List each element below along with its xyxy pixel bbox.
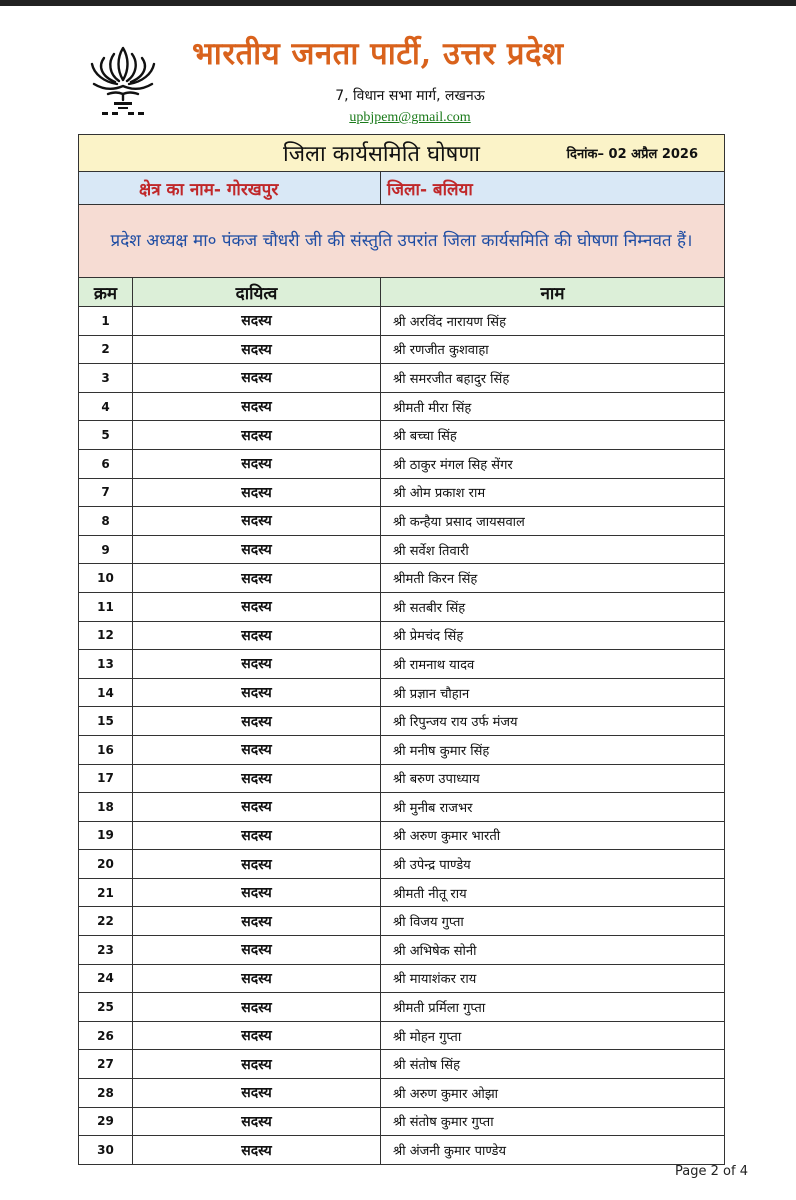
- serial-cell: 6: [79, 449, 133, 478]
- serial-cell: 20: [79, 850, 133, 879]
- serial-cell: 30: [79, 1136, 133, 1165]
- table-row: [79, 621, 725, 650]
- member-name-cell: श्रीमती किरन सिंह: [381, 564, 725, 593]
- table-row: [79, 507, 725, 536]
- serial-cell: 1: [79, 307, 133, 336]
- role-cell: सदस्य: [133, 564, 381, 593]
- serial-cell: 17: [79, 764, 133, 793]
- member-name-cell: श्री अरुण कुमार भारती: [381, 821, 725, 850]
- serial-cell: 22: [79, 907, 133, 936]
- table-row: [79, 793, 725, 822]
- role-cell: सदस्य: [133, 878, 381, 907]
- serial-cell: 3: [79, 364, 133, 393]
- notice-title: जिला कार्यसमिति घोषणा: [283, 142, 480, 167]
- table-row: [79, 478, 725, 507]
- role-cell: सदस्य: [133, 907, 381, 936]
- table-row: [79, 907, 725, 936]
- serial-cell: 7: [79, 478, 133, 507]
- table-row: [79, 1136, 725, 1165]
- serial-cell: 25: [79, 993, 133, 1022]
- member-name-cell: श्री समरजीत बहादुर सिंह: [381, 364, 725, 393]
- table-row: [79, 421, 725, 450]
- role-cell: सदस्य: [133, 764, 381, 793]
- member-name-cell: श्री विजय गुप्ता: [381, 907, 725, 936]
- table-row: [79, 335, 725, 364]
- table-row: [79, 678, 725, 707]
- member-name-cell: श्री मुनीब राजभर: [381, 793, 725, 822]
- table-row: [79, 307, 725, 336]
- notice-date: दिनांक– 02 अप्रैल 2026: [566, 147, 699, 162]
- serial-cell: 2: [79, 335, 133, 364]
- role-cell: सदस्य: [133, 936, 381, 965]
- statement-row: [79, 205, 725, 278]
- member-name-cell: श्रीमती नीतू राय: [381, 878, 725, 907]
- serial-cell: 8: [79, 507, 133, 536]
- member-name-cell: श्री अंजनी कुमार पाण्डेय: [381, 1136, 725, 1165]
- table-row: [79, 364, 725, 393]
- member-name-cell: श्री मोहन गुप्ता: [381, 1021, 725, 1050]
- committee-table: [78, 134, 725, 1165]
- member-name-cell: श्री संतोष कुमार गुप्ता: [381, 1107, 725, 1136]
- member-name-cell: श्री अरविंद नारायण सिंह: [381, 307, 725, 336]
- header-role: दायित्व: [133, 278, 381, 307]
- role-cell: सदस्य: [133, 1021, 381, 1050]
- lotus-logo-icon: [84, 40, 162, 118]
- table-row: [79, 650, 725, 679]
- serial-cell: 26: [79, 1021, 133, 1050]
- member-name-cell: श्री बच्चा सिंह: [381, 421, 725, 450]
- role-cell: सदस्य: [133, 993, 381, 1022]
- area-row: [79, 172, 725, 205]
- table-row: [79, 735, 725, 764]
- role-cell: सदस्य: [133, 850, 381, 879]
- serial-cell: 29: [79, 1107, 133, 1136]
- role-cell: सदस्य: [133, 1136, 381, 1165]
- district-name: जिला- बलिया: [381, 172, 725, 205]
- table-row: [79, 535, 725, 564]
- table-row: [79, 592, 725, 621]
- serial-cell: 23: [79, 936, 133, 965]
- member-name-cell: श्री प्रेमचंद सिंह: [381, 621, 725, 650]
- member-name-cell: श्री रामनाथ यादव: [381, 650, 725, 679]
- header-serial: क्रम: [79, 278, 133, 307]
- role-cell: सदस्य: [133, 307, 381, 336]
- header-name: नाम: [381, 278, 725, 307]
- member-name-cell: श्री ओम प्रकाश राम: [381, 478, 725, 507]
- table-row: [79, 936, 725, 965]
- role-cell: सदस्य: [133, 707, 381, 736]
- party-name-heading: भारतीय जनता पार्टी, उत्तर प्रदेश: [192, 36, 564, 72]
- table-row: [79, 878, 725, 907]
- member-name-cell: श्रीमती मीरा सिंह: [381, 392, 725, 421]
- area-name: क्षेत्र का नाम- गोरखपुर: [79, 172, 381, 205]
- table-row: [79, 707, 725, 736]
- role-cell: सदस्य: [133, 392, 381, 421]
- member-name-cell: श्री अभिषेक सोनी: [381, 936, 725, 965]
- role-cell: सदस्य: [133, 507, 381, 536]
- email-link[interactable]: upbjpem@gmail.com: [349, 110, 471, 125]
- role-cell: सदस्य: [133, 678, 381, 707]
- table-header-row: [79, 278, 725, 307]
- serial-cell: 14: [79, 678, 133, 707]
- role-cell: सदस्य: [133, 621, 381, 650]
- table-row: [79, 764, 725, 793]
- member-name-cell: श्री मायाशंकर राय: [381, 964, 725, 993]
- table-row: [79, 1021, 725, 1050]
- serial-cell: 9: [79, 535, 133, 564]
- serial-cell: 13: [79, 650, 133, 679]
- table-row: [79, 1050, 725, 1079]
- title-row: [79, 135, 725, 172]
- serial-cell: 24: [79, 964, 133, 993]
- serial-cell: 15: [79, 707, 133, 736]
- table-row: [79, 1079, 725, 1108]
- statement-text: प्रदेश अध्यक्ष मा० पंकज चौधरी जी की संस्तुति उपरांत जिला कार्यसमिति की घोषणा निम्नवत हैं।: [79, 205, 725, 278]
- page-number: Page 2 of 4: [675, 1164, 748, 1179]
- table-row: [79, 964, 725, 993]
- member-name-cell: श्री मनीष कुमार सिंह: [381, 735, 725, 764]
- member-name-cell: श्री प्रज्ञान चौहान: [381, 678, 725, 707]
- member-name-cell: श्री उपेन्द्र पाण्डेय: [381, 850, 725, 879]
- serial-cell: 28: [79, 1079, 133, 1108]
- table-row: [79, 449, 725, 478]
- role-cell: सदस्य: [133, 592, 381, 621]
- member-name-cell: श्रीमती प्रर्मिला गुप्ता: [381, 993, 725, 1022]
- role-cell: सदस्य: [133, 1050, 381, 1079]
- office-address: 7, विधान सभा मार्ग, लखनऊ: [335, 88, 485, 104]
- role-cell: सदस्य: [133, 793, 381, 822]
- table-row: [79, 564, 725, 593]
- member-name-cell: श्री सतबीर सिंह: [381, 592, 725, 621]
- role-cell: सदस्य: [133, 364, 381, 393]
- role-cell: सदस्य: [133, 449, 381, 478]
- member-name-cell: श्री कन्हैया प्रसाद जायसवाल: [381, 507, 725, 536]
- role-cell: सदस्य: [133, 335, 381, 364]
- serial-cell: 18: [79, 793, 133, 822]
- member-name-cell: श्री रणजीत कुशवाहा: [381, 335, 725, 364]
- role-cell: सदस्य: [133, 478, 381, 507]
- member-name-cell: श्री बरुण उपाध्याय: [381, 764, 725, 793]
- serial-cell: 5: [79, 421, 133, 450]
- top-edge-bar: [0, 0, 796, 6]
- table-row: [79, 850, 725, 879]
- role-cell: सदस्य: [133, 821, 381, 850]
- serial-cell: 12: [79, 621, 133, 650]
- serial-cell: 27: [79, 1050, 133, 1079]
- role-cell: सदस्य: [133, 1079, 381, 1108]
- serial-cell: 21: [79, 878, 133, 907]
- role-cell: सदस्य: [133, 964, 381, 993]
- member-name-cell: श्री ठाकुर मंगल सिह सेंगर: [381, 449, 725, 478]
- table-row: [79, 821, 725, 850]
- member-name-cell: श्री रिपुन्जय राय उर्फ मंजय: [381, 707, 725, 736]
- member-name-cell: श्री सर्वेश तिवारी: [381, 535, 725, 564]
- table-row: [79, 993, 725, 1022]
- role-cell: सदस्य: [133, 535, 381, 564]
- role-cell: सदस्य: [133, 735, 381, 764]
- table-row: [79, 392, 725, 421]
- role-cell: सदस्य: [133, 650, 381, 679]
- serial-cell: 10: [79, 564, 133, 593]
- table-row: [79, 1107, 725, 1136]
- serial-cell: 16: [79, 735, 133, 764]
- member-name-cell: श्री अरुण कुमार ओझा: [381, 1079, 725, 1108]
- member-name-cell: श्री संतोष सिंह: [381, 1050, 725, 1079]
- serial-cell: 19: [79, 821, 133, 850]
- role-cell: सदस्य: [133, 1107, 381, 1136]
- role-cell: सदस्य: [133, 421, 381, 450]
- serial-cell: 4: [79, 392, 133, 421]
- serial-cell: 11: [79, 592, 133, 621]
